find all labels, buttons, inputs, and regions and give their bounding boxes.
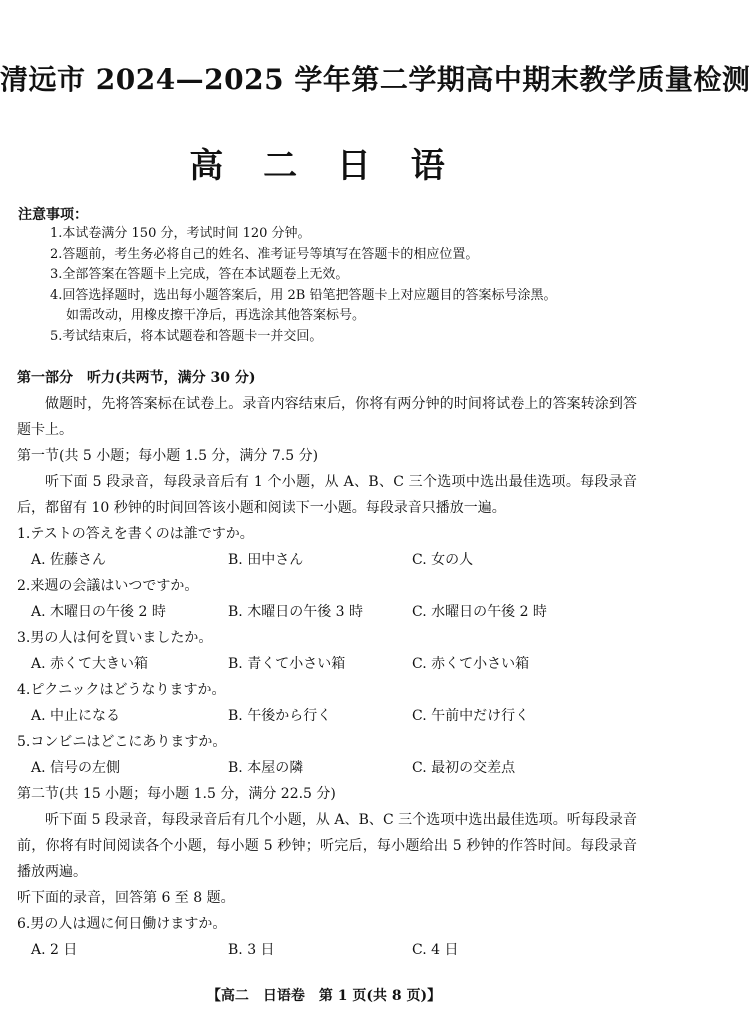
- option-a: A. 佐藤さん: [31, 552, 107, 568]
- option-b: B. 午後から行く: [228, 708, 332, 724]
- option-a: A. 中止になる: [31, 708, 121, 724]
- option-a: A. 2 日: [31, 942, 78, 958]
- notice-item: 4.回答选择题时，选出每小题答案后，用 2B 铅笔把答题卡上对应题目的答案标号涂黑。: [50, 287, 557, 303]
- option-c: C. 赤くて小さい箱: [412, 656, 530, 672]
- exam-body: [17, 365, 637, 963]
- option-b: B. 田中さん: [228, 552, 304, 568]
- option-c: C. 女の人: [412, 552, 474, 568]
- section1-heading: 第一节(共 5 小题；每小题 1.5 分，满分 7.5 分): [17, 448, 319, 464]
- notice-list: [50, 224, 640, 347]
- part1-intro: 做题时，先将答案标在试卷上。录音内容结束后，你将有两分钟的时间将试卷上的答案转涂到答题卡上。: [17, 396, 637, 438]
- option-c: C. 最初の交差点: [412, 760, 516, 776]
- notice-item: 2.答题前，考生务必将自己的姓名、准考证号等填写在答题卡的相应位置。: [50, 246, 479, 262]
- page-footer: 【高二 日语卷 第 1 页(共 8 页)】: [206, 988, 442, 1004]
- section2-sub-instruction: 听下面的录音，回答第 6 至 8 题。: [17, 890, 235, 906]
- option-a: A. 木曜日の午後 2 時: [31, 604, 166, 620]
- question-options: [17, 651, 637, 677]
- question-text: 6.男の人は週に何日働けますか。: [17, 916, 227, 932]
- option-c: C. 4 日: [412, 942, 459, 958]
- notice-item: 如需改动，用橡皮擦干净后，再选涂其他答案标号。: [66, 308, 366, 323]
- notice-item: 5.考试结束后，将本试题卷和答题卡一并交回。: [50, 328, 323, 344]
- exam-title: 清远市 2024—2025 学年第二学期高中期末教学质量检测: [0, 63, 750, 96]
- option-a: A. 信号の左側: [31, 760, 121, 776]
- option-c: C. 午前中だけ行く: [412, 708, 530, 724]
- notice-heading: 注意事项：: [18, 207, 88, 223]
- question-text: 3.男の人は何を買いましたか。: [17, 630, 213, 646]
- option-b: B. 3 日: [228, 942, 275, 958]
- section1-instruction: 听下面 5 段录音，每段录音后有 1 个小题，从 A、B、C 三个选项中选出最佳选项。每段录音后，都留有 10 秒钟的时间回答该小题和阅读下一小题。每段录音只播放一遍。: [17, 474, 637, 516]
- notice-item: 3.全部答案在答题卡上完成，答在本试题卷上无效。: [50, 267, 349, 282]
- question-text: 4.ピクニックはどうなりますか。: [17, 682, 226, 698]
- notice-item: 1.本试卷满分 150 分，考试时间 120 分钟。: [50, 226, 311, 241]
- option-c: C. 水曜日の午後 2 時: [412, 604, 547, 620]
- section2-instruction: 听下面 5 段录音，每段录音后有几个小题，从 A、B、C 三个选项中选出最佳选项。听每段录音前，你将有时间阅读各个小题，每小题 5 秒钟；听完后，每小题给出 5 秒钟的作答时间。每段录音播放两遍。: [17, 812, 637, 880]
- question-text: 2.来週の会議はいつですか。: [17, 578, 199, 594]
- option-b: B. 本屋の隣: [228, 760, 304, 776]
- question-options: [17, 937, 637, 963]
- question-text: 5.コンビニはどこにありますか。: [17, 734, 227, 750]
- subject-title: 高 二 日 语: [189, 146, 459, 186]
- section2-heading: 第二节(共 15 小题；每小题 1.5 分，满分 22.5 分): [17, 786, 336, 802]
- option-b: B. 木曜日の午後 3 時: [228, 604, 363, 620]
- option-a: A. 赤くて大きい箱: [31, 656, 149, 672]
- question-options: [17, 755, 637, 781]
- option-b: B. 青くて小さい箱: [228, 656, 346, 672]
- question-options: [17, 599, 637, 625]
- question-text: 1.テストの答えを書くのは誰ですか。: [17, 526, 254, 542]
- part1-heading: 第一部分 听力(共两节，满分 30 分): [17, 370, 256, 386]
- question-options: [17, 703, 637, 729]
- question-options: [17, 547, 637, 573]
